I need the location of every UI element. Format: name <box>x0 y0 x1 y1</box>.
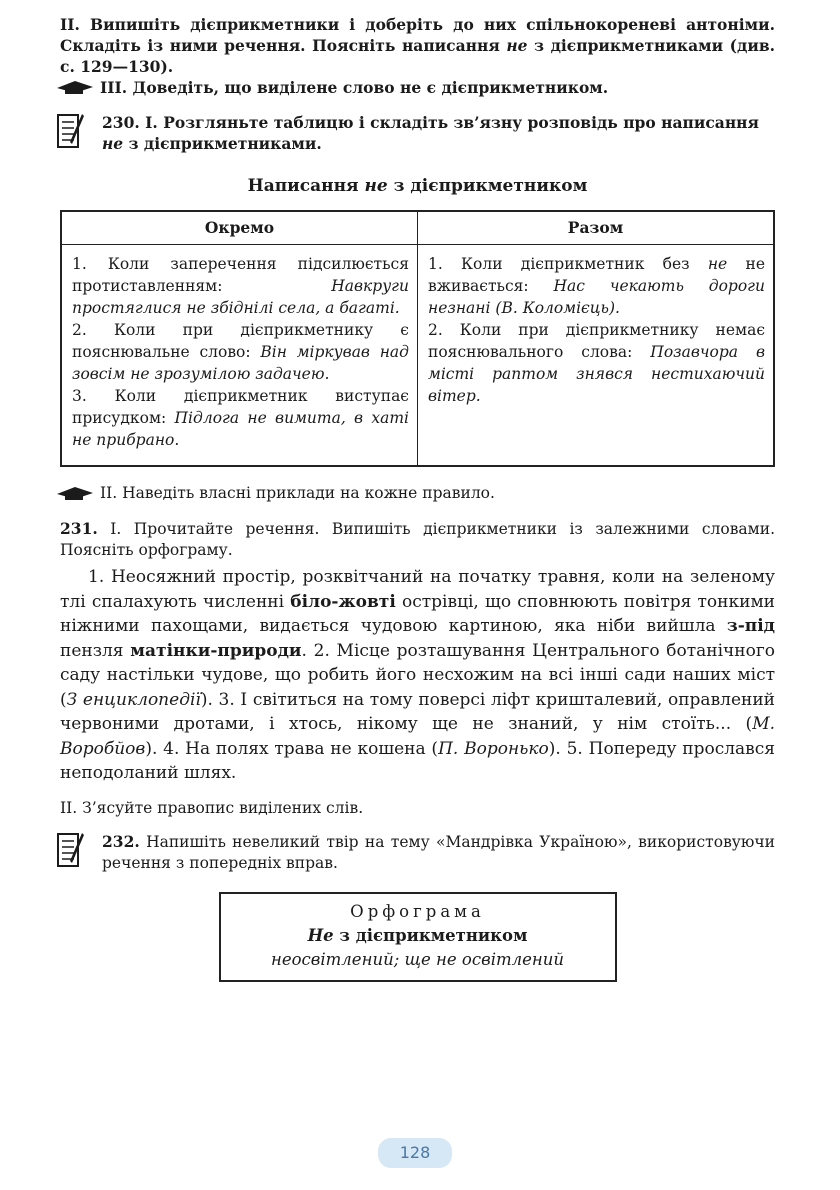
page-content <box>60 14 775 982</box>
orthogram-title: Орфограма <box>350 901 485 921</box>
task-231: 231. I. Прочитайте речення. Випишіть дієприкметники із залежними словами. Поясніть орфограму. <box>60 519 775 559</box>
column-header-together: Разом <box>418 211 775 245</box>
task-229-iii: III. Доведіть, що виділене слово не є дієприкметником. <box>60 77 775 98</box>
exercise-text: 1. Неосяжний простір, розквітчаний на початку травня, коли на зеленому тлі спалахують численні біло-жовті острівці, що сповнюють повітря тонкими ніжними пахощами, видається чудовою картиною, яка ніби вийшла з-під пензля матінки-природи. 2. Місце розташування Центрального ботанічного саду настільки чудове, що робить його несхожим на всі інші сади наших міст (З енциклопедії). 3. І світиться на тому поверсі ліфт кришталевий, оправлений червоними дротами, і хтось, нікому ще не знаний, у нім стоїть... (М. Воробйов). 4. На полях трава не кошена (П. Воронько). 5. Попереду прослався неподоланий шлях. <box>60 567 776 783</box>
task-231-ii: II. З’ясуйте правопис виділених слів. <box>60 798 364 817</box>
notebook-pencil-icon <box>60 831 102 873</box>
separate-rules-cell: 1. Коли заперечення підсилюється протиставленням: Навкруги простяглися не збіднілі села, а багаті. 2. Коли при дієприкметнику є пояснювальне слово: Він міркував над зовсім не зрозумілою задачею. 3. Коли дієприкметник виступає присудком: Підлога не вимита, в хаті не прибрано. <box>61 245 418 467</box>
page-number: 128 <box>378 1138 452 1168</box>
together-rules-cell: 1. Коли дієприкметник без не не вживається: Нас чекають дороги незнані (В. Коломієць). 2. Коли при дієприкметнику немає пояснювального слова: Позавчора в місті раптом знявся нестихаючий вітер. <box>418 245 775 467</box>
task-number: 232. <box>102 831 140 851</box>
task-232: 232. Напишіть невеликий твір на тему «Мандрівка Україною», використовуючи речення з попередніх вправ. <box>60 831 775 874</box>
orthogram-box <box>219 892 617 982</box>
notebook-pencil-icon <box>60 112 102 154</box>
task-230: 230. I. Розгляньте таблицю і складіть зв’язну розповідь про написання не з дієприкметниками. <box>60 112 775 154</box>
table-header-row <box>61 211 774 245</box>
rules-table <box>60 210 775 467</box>
graduation-cap-icon <box>60 483 100 503</box>
column-header-separate: Окремо <box>61 211 418 245</box>
table-row <box>61 245 774 467</box>
graduation-cap-icon <box>60 77 100 97</box>
task-229-ii: II. Випишіть дієприкметники і доберіть до них спільнокореневі антоніми. Складіть із ними речення. Поясніть написання не з дієприкметниками (див. с. 129—130). <box>60 15 775 76</box>
task-number: 230. <box>102 113 140 132</box>
orthogram-examples: неосвітлений; ще не освітлений <box>270 949 565 969</box>
table-title: Написання не з дієприкметником <box>247 176 588 196</box>
task-number: 231. <box>60 519 98 538</box>
orthogram-rule: Не з дієприкметником <box>307 925 528 945</box>
task-230-ii: II. Наведіть власні приклади на кожне правило. <box>60 483 775 504</box>
